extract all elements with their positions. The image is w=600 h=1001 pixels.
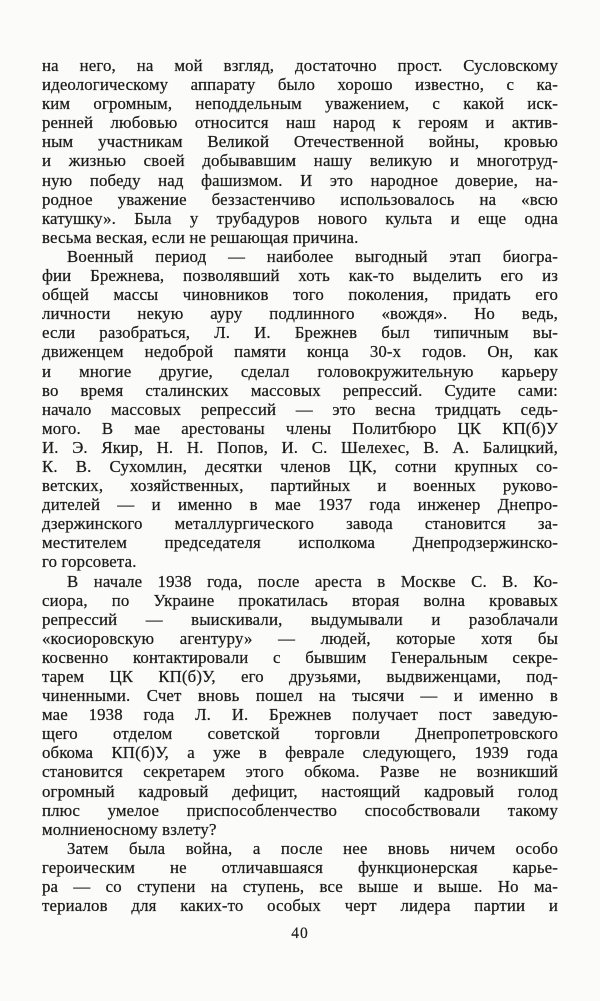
text-line: если разобраться, Л. И. Брежнев был типичным вы-	[42, 323, 558, 343]
text-line: ра — со ступени на ступень, все выше и выше. Но ма-	[42, 877, 558, 897]
text-line: во время сталинских массовых репрессий. Судите сами:	[42, 380, 558, 400]
text-line: обкома КП(б)У, а уже в феврале следующего, 1939 года	[42, 743, 558, 763]
text-line: местителем председателя исполкома Днепродзержинско-	[42, 533, 558, 553]
text-line: идеологическому аппарату было хорошо известно, с ка-	[42, 75, 558, 95]
text-line: К. В. Сухомлин, десятки членов ЦК, сотни крупных со-	[42, 456, 558, 476]
text-line: Военный период — наиболее выгодный этап биогра-	[67, 246, 558, 266]
text-line: катушку». Была у трубадуров нового культа и еще одна	[42, 208, 558, 228]
text-line: общей массы чиновников того поколения, придать его	[42, 285, 558, 305]
text-line: репрессий — выискивали, выдумывали и разоблачали	[42, 609, 558, 629]
text-line: личности некую ауру подлинного «вождя». Но ведь,	[42, 304, 558, 324]
text-line: ренней любовью относится наш народ к героям и актив-	[42, 113, 558, 133]
text-line: родное уважение беззастенчиво использовалось на «всю	[42, 189, 558, 209]
page-number: 40	[291, 925, 309, 942]
text-line: мого. В мае арестованы члены Политбюро ЦК КП(б)У	[42, 418, 558, 438]
text-line: косвенно контактировали с бывшим Генеральным секре-	[42, 647, 558, 667]
text-line: ную победу над фашизмом. И это народное доверие, на-	[42, 170, 558, 190]
text-line: движенцем недоброй памяти конца 30-х годов. Он, как	[42, 342, 558, 362]
text-line: молниеносному взлету?	[42, 819, 217, 839]
text-line: тарем ЦК КП(б)У, его друзьями, выдвиженцами, под-	[42, 667, 558, 686]
text-line: ным участникам Великой Отечественной войны, кровью	[42, 132, 558, 152]
text-line: становится секретарем этого обкома. Разве не возникший	[42, 762, 558, 782]
text-line: «косиоровскую агентуру» — людей, которые хотя бы	[42, 628, 558, 648]
text-line: го горсовета.	[42, 552, 137, 572]
text-line: мае 1938 года Л. И. Брежнев получает пост заведую-	[42, 705, 558, 725]
text-line: на него, на мой взгляд, достаточно прост. Сусловскому	[42, 56, 558, 75]
text-line: весьма веская, если не решающая причина.	[42, 227, 359, 247]
text-line: ветских, хозяйственных, партийных и военных руково-	[42, 476, 558, 496]
text-line: начало массовых репрессий — это весна тридцать седь-	[42, 399, 558, 419]
text-line: В начале 1938 года, после ареста в Москве С. В. Ко-	[67, 571, 558, 591]
text-line: И. Э. Якир, Н. Н. Попов, И. С. Шелехес, В. А. Балицкий,	[42, 437, 558, 457]
text-line: фии Брежнева, позволявший хоть как-то выделить его из	[42, 266, 558, 286]
text-line: териалов для каких-то особых черт лидера партии и	[42, 896, 558, 916]
text-line: чиненными. Счет вновь пошел на тысячи — и именно в	[42, 686, 558, 706]
text-line: и жизнью своей добывавшим нашу великую и многотруд-	[42, 151, 558, 171]
text-line: дителей — и именно в мае 1937 года инженер Днепро-	[42, 495, 558, 515]
text-line: и многие другие, сделал головокружительную карьеру	[42, 361, 558, 381]
text-line: ким огромным, неподдельным уважением, с какой иск-	[42, 94, 558, 114]
text-line: огромный кадровый дефицит, настоящий кадровый голод	[42, 781, 558, 801]
text-line: плюс умелое приспособленчество способствовали такому	[42, 800, 558, 820]
text-line: щего отделом советской торговли Днепропетровского	[42, 724, 558, 744]
text-line: Затем была война, а после нее вновь ничем особо	[67, 838, 558, 858]
body-text	[42, 56, 558, 915]
text-line: героическим не отличавшаяся функционерская карье-	[42, 857, 558, 877]
text-line: сиора, по Украине прокатилась вторая волна кровавых	[42, 590, 558, 610]
text-line: дзержинского металлургического завода становится за-	[42, 514, 558, 534]
